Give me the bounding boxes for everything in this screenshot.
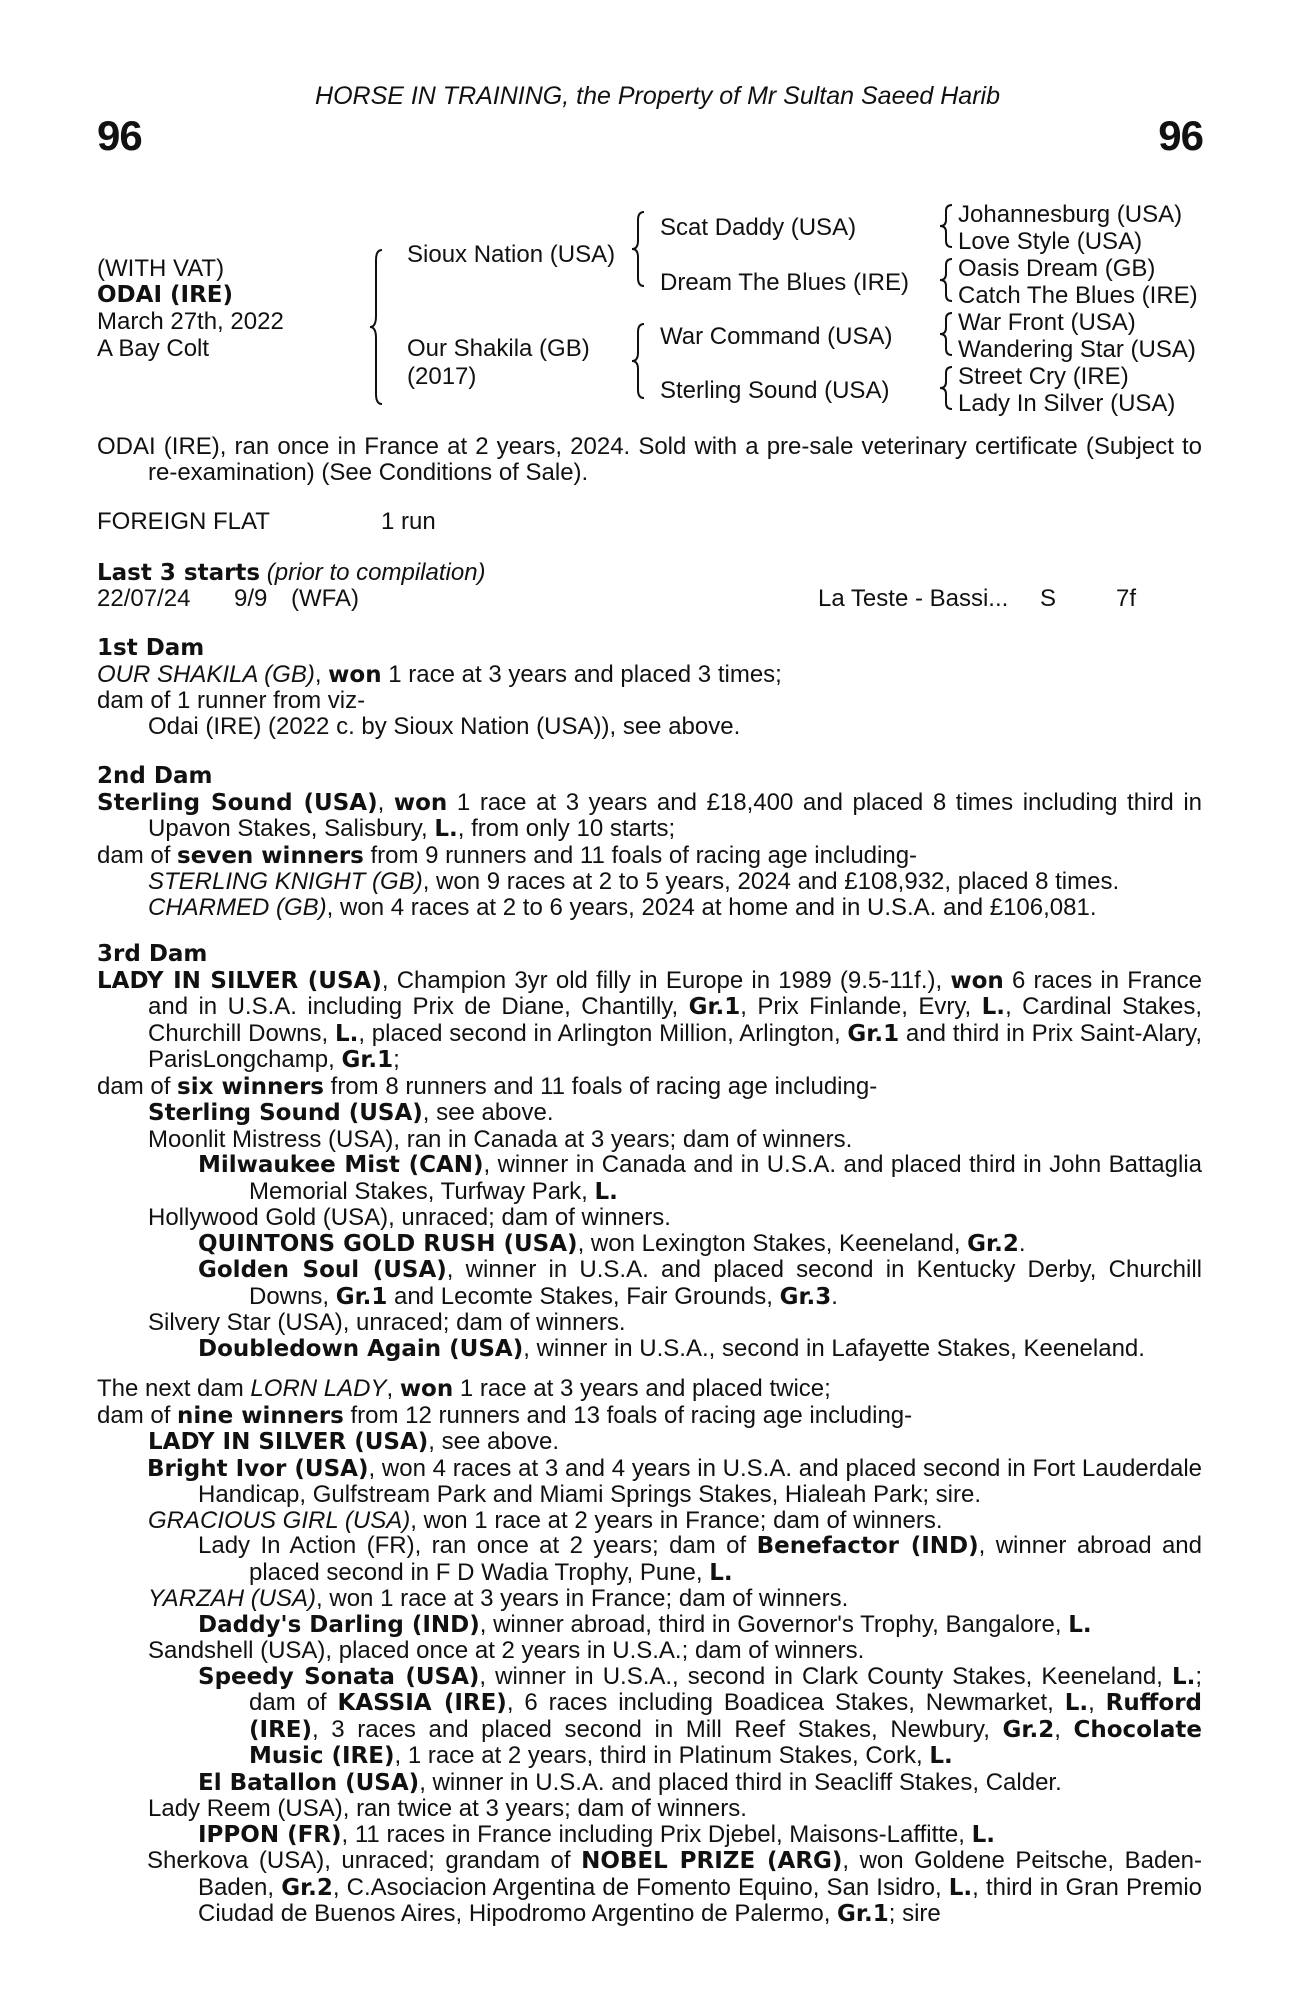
pedigree-brace-ds [940,312,954,356]
pedigree-dam-sire: War Command (USA) [660,323,893,350]
pedigree-dam-year: (2017) [407,363,477,390]
start-wfa: (WFA) [291,585,359,612]
start-position: 9/9 [234,585,268,612]
pedigree-sss: Johannesburg (USA) [958,201,1183,228]
third-dam-para9: Silvery Star (USA), unraced; dam of winners. [148,1309,626,1336]
lot-number-left: 96 [97,112,142,159]
next-dam-line8: Daddy's Darling (IND), winner abroad, third in Governor's Trophy, Bangalore, L. [198,1610,1092,1638]
third-dam-heading: 3rd Dam [97,941,208,967]
third-dam-para10: Doubledown Again (USA), winner in U.S.A., second in Lafayette Stakes, Keeneland. [198,1334,1145,1362]
third-dam-para1: LADY IN SILVER (USA), Champion 3yr old filly in Europe in 1989 (9.5-11f.), won 6 races in France and in U.S.A. including Prix de Diane, Chantilly, Gr.1, Prix Finlande, Evry, L., Cardinal Stakes, Churchill Downs, L., placed second in Arlington Million, Arlington, Gr.1 and third in Prix Saint-Alary, ParisLongchamp, Gr.1; [97,966,1203,1073]
last-starts-title: Last 3 starts [97,560,261,586]
pedigree-ddd: Lady In Silver (USA) [958,390,1176,417]
third-dam-para6: Hollywood Gold (USA), unraced; dam of winners. [148,1204,671,1231]
next-dam-section [97,1376,1202,1928]
pedigree-sdd: Catch The Blues (IRE) [958,282,1198,309]
second-dam-section [97,764,1202,920]
page-header-title: HORSE IN TRAINING, the Property of Mr Sultan Saeed Harib [315,82,1000,110]
third-dam-para7: QUINTONS GOLD RUSH (USA), won Lexington Stakes, Keeneland, Gr.2. [198,1229,1026,1257]
next-dam-line7: YARZAH (USA), won 1 race at 3 years in France; dam of winners. [148,1585,849,1612]
next-dam-line2: dam of nine winners from 12 runners and 13 foals of racing age including- [97,1401,913,1429]
pedigree-dss: War Front (USA) [958,309,1136,336]
next-dam-line3: LADY IN SILVER (USA), see above. [148,1428,560,1455]
pedigree-sire: Sioux Nation (USA) [407,241,616,268]
pedigree-sire-dam: Dream The Blues (IRE) [660,269,909,296]
next-dam-line1: The next dam LORN LADY, won 1 race at 3 years and placed twice; [97,1375,831,1402]
horse-dob: March 27th, 2022 [97,308,284,335]
last-starts-heading [97,560,486,586]
second-dam-para3: STERLING KNIGHT (GB), won 9 races at 2 to 5 years, 2024 and £108,932, placed 8 times. [148,868,1120,895]
third-dam-para3: Sterling Sound (USA), see above. [148,1099,554,1126]
foreign-flat-label: FOREIGN FLAT [97,508,270,535]
second-dam-heading: 2nd Dam [97,763,213,789]
first-dam-line3: Odai (IRE) (2022 c. by Sioux Nation (USA)), see above. [148,712,741,740]
pedigree-dds: Street Cry (IRE) [958,363,1129,390]
third-dam-para5: Milwaukee Mist (CAN), winner in Canada and in U.S.A. and placed third in John Battaglia Memorial Stakes, Turfway Park, L. [198,1151,1202,1205]
pedigree-brace-dam [632,322,646,400]
third-dam-para4: Moonlit Mistress (USA), ran in Canada at 3 years; dam of winners. [148,1125,853,1153]
first-dam-line2: dam of 1 runner from viz- [97,687,366,714]
third-dam-para8: Golden Soul (USA), winner in U.S.A. and placed second in Kentucky Derby, Churchill Downs, Gr.1 and Lecomte Stakes, Fair Grounds, Gr.3. [198,1256,1202,1310]
second-dam-para4: CHARMED (GB), won 4 races at 2 to 6 years, 2024 at home and in U.S.A. and £106,081. [148,893,1097,921]
pedigree-brace-ss [940,204,954,248]
pedigree-brace-sire [632,210,646,288]
start-date: 22/07/24 [97,585,191,612]
summary-section [97,434,1202,485]
first-dam-heading: 1st Dam [97,635,205,661]
horse-name: ODAI (IRE) [97,282,234,308]
vat-note: (WITH VAT) [97,255,225,282]
next-dam-line12: Lady Reem (USA), ran twice at 3 years; dam of winners. [148,1795,747,1822]
pedigree-dam: Our Shakila (GB) [407,335,590,362]
lot-number-right: 96 [1158,112,1203,159]
next-dam-line4: Bright Ivor (USA), won 4 races at 3 and 4 years in U.S.A. and placed second in Fort Lauderdale Handicap, Gulfstream Park and Miami Springs Stakes, Hialeah Park; sire. [147,1454,1202,1508]
foreign-flat-value: 1 run [381,508,436,535]
next-dam-line6: Lady In Action (FR), ran once at 2 years; dam of Benefactor (IND), winner abroad and placed second in F D Wadia Trophy, Pune, L. [198,1532,1202,1586]
horse-description: A Bay Colt [97,335,210,362]
next-dam-line13: IPPON (FR), 11 races in France including Prix Djebel, Maisons-Laffitte, L. [198,1820,996,1848]
pedigree-sds: Oasis Dream (GB) [958,255,1156,282]
start-going: S [1040,585,1057,612]
second-dam-para1: Sterling Sound (USA), won 1 race at 3 years and £18,400 and placed 8 times including third in Upavon Stakes, Salisbury, L., from only 10 starts; [97,788,1202,842]
next-dam-line9: Sandshell (USA), placed once at 2 years in U.S.A.; dam of winners. [148,1637,865,1664]
summary-text: ODAI (IRE), ran once in France at 2 years, 2024. Sold with a pre-sale veterinary certificate (Subject to re-examination) (See Conditions of Sale). [97,433,1202,486]
third-dam-para2: dam of six winners from 8 runners and 11 foals of racing age including- [97,1072,878,1100]
first-dam-line1: OUR SHAKILA (GB), won 1 race at 3 years and placed 3 times; [97,660,782,688]
last-starts-note: (prior to compilation) [266,559,486,586]
pedigree-ssd: Love Style (USA) [958,228,1143,255]
pedigree-brace-main [370,248,384,406]
pedigree-brace-sd [940,258,954,302]
pedigree-sire-sire: Scat Daddy (USA) [660,214,857,241]
pedigree-brace-dd [940,366,954,410]
next-dam-line10: Speedy Sonata (USA), winner in U.S.A., second in Clark County Stakes, Keeneland, L.; dam of KASSIA (IRE), 6 races including Boadicea Stakes, Newmarket, L., Rufford (IRE), 3 races and placed second in Mill Reef Stakes, Newbury, Gr.2, Chocolate Music (IRE), 1 race at 2 years, third in Platinum Stakes, Cork, L. [198,1662,1203,1769]
start-course: La Teste - Bassi... [818,585,1009,612]
first-dam-section [97,636,1202,739]
next-dam-line11: El Batallon (USA), winner in U.S.A. and placed third in Seacliff Stakes, Calder. [198,1768,1062,1796]
next-dam-line5: GRACIOUS GIRL (USA), won 1 race at 2 years in France; dam of winners. [148,1506,943,1534]
second-dam-para2: dam of seven winners from 9 runners and 11 foals of racing age including- [97,841,918,869]
start-distance: 7f [1116,585,1137,612]
third-dam-section [97,942,1202,1362]
next-dam-line14: Sherkova (USA), unraced; grandam of NOBEL PRIZE (ARG), won Goldene Peitsche, Baden-Baden, Gr.2, C.Asociacion Argentina de Fomento Equino, San Isidro, L., third in Gran Premio Ciudad de Buenos Aires, Hipodromo Argentino de Palermo, Gr.1; sire [147,1847,1203,1927]
pedigree-dsd: Wandering Star (USA) [958,336,1196,363]
pedigree-dam-dam: Sterling Sound (USA) [660,377,890,404]
